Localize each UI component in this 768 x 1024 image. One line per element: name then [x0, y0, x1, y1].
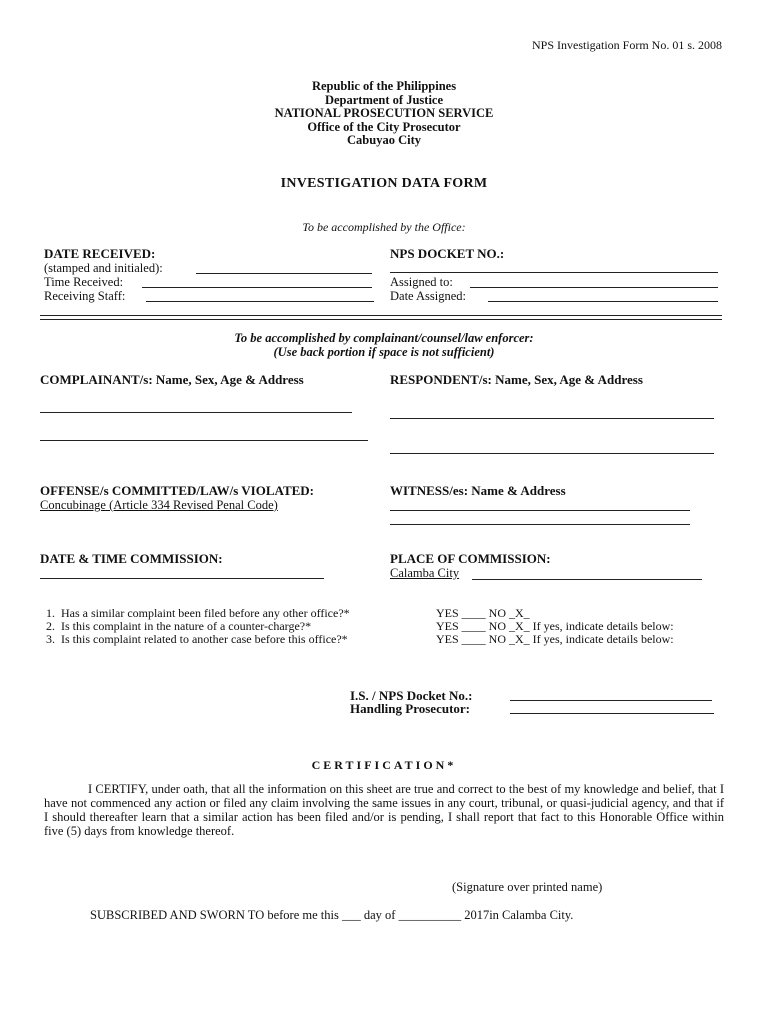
date-assigned-field[interactable]: [488, 301, 718, 302]
question-2-text: Is this complaint in the nature of a counter-charge?*: [61, 619, 312, 633]
question-3-text: Is this complaint related to another case before this office?*: [61, 632, 348, 646]
agency-header: [0, 80, 768, 148]
witness-label: WITNESS/es: Name & Address: [390, 483, 566, 498]
is-docket-field[interactable]: [510, 700, 712, 701]
certification-title: CERTIFICATION*: [311, 758, 457, 772]
respondent-field-2[interactable]: [390, 453, 714, 454]
section-divider-top: [40, 315, 722, 316]
question-2-number: 2.: [46, 619, 55, 633]
header-line-2: Department of Justice: [324, 92, 444, 107]
header-line-3: NATIONAL PROSECUTION SERVICE: [274, 106, 494, 120]
complainant-field-2[interactable]: [40, 440, 368, 441]
docket-field[interactable]: [390, 272, 718, 273]
offense-label: OFFENSE/s COMMITTED/LAW/s VIOLATED:: [40, 483, 315, 498]
date-time-field[interactable]: [40, 578, 324, 579]
handling-prosecutor-field[interactable]: [510, 713, 714, 714]
complainant-label: COMPLAINANT/s: Name, Sex, Age & Address: [40, 372, 304, 387]
stamped-field[interactable]: [196, 273, 372, 274]
date-time-label: DATE & TIME COMMISSION:: [40, 551, 223, 566]
respondent-label: RESPONDENT/s: Name, Sex, Age & Address: [390, 372, 643, 387]
question-3: [46, 633, 348, 646]
assigned-to-label: Assigned to:: [390, 275, 453, 289]
receiving-staff-field[interactable]: [146, 301, 374, 302]
docket-label: NPS DOCKET NO.:: [390, 246, 505, 261]
certification-text: [44, 782, 724, 838]
form-title: INVESTIGATION DATA FORM: [280, 176, 488, 191]
question-2-answer[interactable]: YES ____ NO _X_ If yes, indicate details below:: [436, 619, 674, 633]
header-line-1: Republic of the Philippines: [311, 79, 457, 93]
question-1-text: Has a similar complaint been filed before any other office?*: [61, 606, 350, 620]
handling-prosecutor-label: Handling Prosecutor:: [350, 701, 471, 716]
assigned-to-field[interactable]: [470, 287, 718, 288]
date-received-label: DATE RECEIVED:: [44, 246, 156, 261]
receiving-staff-label: Receiving Staff:: [44, 289, 126, 303]
header-line-4: Office of the City Prosecutor: [307, 119, 461, 134]
place-field[interactable]: [472, 579, 702, 580]
time-received-label: Time Received:: [44, 275, 124, 289]
stamped-label: (stamped and initialed):: [44, 261, 163, 275]
question-1-answer[interactable]: YES ____ NO _X_: [436, 606, 530, 620]
is-docket-label: I.S. / NPS Docket No.:: [350, 688, 473, 703]
offense-value[interactable]: Concubinage (Article 334 Revised Penal Code): [40, 498, 278, 512]
complainant-note-line-2: (Use back portion if space is not sufficient): [273, 344, 495, 359]
place-label: PLACE OF COMMISSION:: [390, 551, 551, 566]
form-number: NPS Investigation Form No. 01 s. 2008: [531, 38, 722, 52]
place-value[interactable]: Calamba City: [390, 566, 460, 580]
complainant-note-line-1: To be accomplished by complainant/counsel/law enforcer:: [234, 331, 534, 345]
time-received-field[interactable]: [142, 287, 372, 288]
witness-field-1[interactable]: [390, 510, 690, 511]
question-3-answer[interactable]: YES ____ NO _X_ If yes, indicate details below:: [436, 632, 674, 646]
respondent-field-1[interactable]: [390, 418, 714, 419]
signature-label: (Signature over printed name): [452, 880, 603, 894]
question-3-number: 3.: [46, 632, 55, 646]
section-divider-bottom: [40, 319, 722, 320]
date-assigned-label: Date Assigned:: [390, 289, 467, 303]
office-note: To be accomplished by the Office:: [302, 220, 466, 234]
complainant-note: [0, 332, 768, 359]
complainant-field-1[interactable]: [40, 412, 352, 413]
header-line-5: Cabuyao City: [347, 133, 421, 147]
sworn-text: SUBSCRIBED AND SWORN TO before me this ___ day of __________ 2017in Calamba City.: [90, 908, 574, 922]
question-1-number: 1.: [46, 606, 55, 620]
certification-paragraph: I CERTIFY, under oath, that all the information on this sheet are true and correct to the best of my knowledge and belief, that I have not commenced any action or filed any claim involving the same issues in any court, tribunal, or quasi-judicial agency, and that if I should thereafter learn that a similar action has been filed and/or is pending, I shall report that fact to this Honorable Office within five (5) days from knowledge thereof.: [44, 782, 724, 838]
witness-field-2[interactable]: [390, 524, 690, 525]
